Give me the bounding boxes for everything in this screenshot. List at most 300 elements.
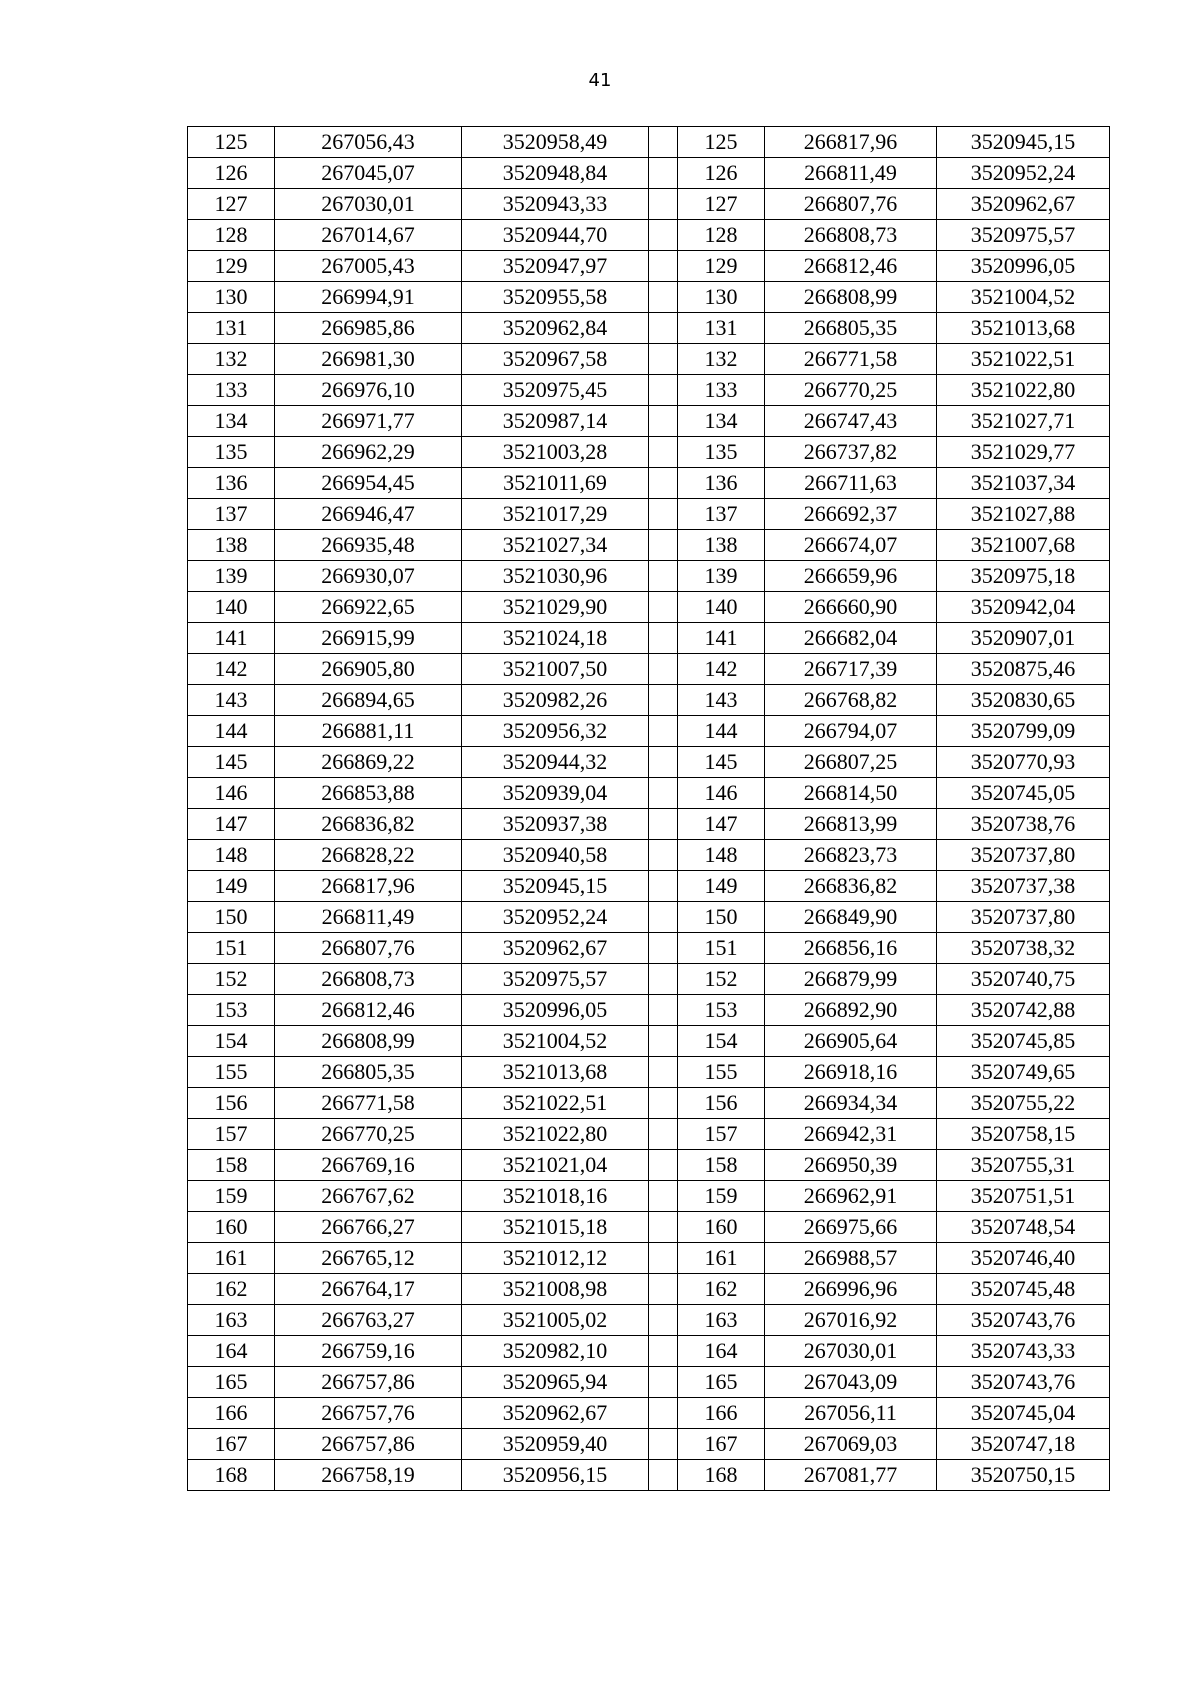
right-point-number-cell: 144 <box>678 716 765 747</box>
left-y-cell: 3520952,24 <box>462 902 649 933</box>
left-x-cell: 266763,27 <box>275 1305 462 1336</box>
left-point-number-cell: 129 <box>188 251 275 282</box>
right-y-cell: 3521029,77 <box>937 437 1110 468</box>
right-x-cell: 266674,07 <box>765 530 937 561</box>
right-y-cell: 3520830,65 <box>937 685 1110 716</box>
separator-cell <box>649 1057 678 1088</box>
left-point-number-cell: 131 <box>188 313 275 344</box>
right-point-number-cell: 136 <box>678 468 765 499</box>
right-y-cell: 3520738,76 <box>937 809 1110 840</box>
separator-cell <box>649 375 678 406</box>
right-y-cell: 3520743,76 <box>937 1305 1110 1336</box>
left-y-cell: 3520962,67 <box>462 1398 649 1429</box>
separator-cell <box>649 344 678 375</box>
left-x-cell: 266985,86 <box>275 313 462 344</box>
separator-cell <box>649 437 678 468</box>
table-row <box>188 468 1110 499</box>
left-x-cell: 266808,73 <box>275 964 462 995</box>
separator-cell <box>649 1274 678 1305</box>
left-y-cell: 3521012,12 <box>462 1243 649 1274</box>
separator-cell <box>649 716 678 747</box>
separator-cell <box>649 1119 678 1150</box>
left-x-cell: 266894,65 <box>275 685 462 716</box>
right-x-cell: 266817,96 <box>765 127 937 158</box>
table-row <box>188 530 1110 561</box>
right-x-cell: 266768,82 <box>765 685 937 716</box>
right-y-cell: 3521027,88 <box>937 499 1110 530</box>
left-y-cell: 3520955,58 <box>462 282 649 313</box>
right-point-number-cell: 149 <box>678 871 765 902</box>
right-point-number-cell: 137 <box>678 499 765 530</box>
left-x-cell: 266962,29 <box>275 437 462 468</box>
left-point-number-cell: 155 <box>188 1057 275 1088</box>
separator-cell <box>649 1305 678 1336</box>
left-point-number-cell: 138 <box>188 530 275 561</box>
right-x-cell: 266879,99 <box>765 964 937 995</box>
separator-cell <box>649 1460 678 1491</box>
right-x-cell: 266836,82 <box>765 871 937 902</box>
table-row <box>188 1150 1110 1181</box>
left-y-cell: 3520982,10 <box>462 1336 649 1367</box>
separator-cell <box>649 1336 678 1367</box>
left-x-cell: 266954,45 <box>275 468 462 499</box>
left-point-number-cell: 133 <box>188 375 275 406</box>
left-x-cell: 266757,76 <box>275 1398 462 1429</box>
right-y-cell: 3520743,76 <box>937 1367 1110 1398</box>
right-x-cell: 267016,92 <box>765 1305 937 1336</box>
left-y-cell: 3521022,80 <box>462 1119 649 1150</box>
right-x-cell: 266794,07 <box>765 716 937 747</box>
table-row <box>188 499 1110 530</box>
table-row <box>188 1057 1110 1088</box>
separator-cell <box>649 313 678 344</box>
left-y-cell: 3520956,32 <box>462 716 649 747</box>
left-y-cell: 3521005,02 <box>462 1305 649 1336</box>
left-y-cell: 3521024,18 <box>462 623 649 654</box>
separator-cell <box>649 1398 678 1429</box>
left-x-cell: 267056,43 <box>275 127 462 158</box>
table-row <box>188 406 1110 437</box>
left-x-cell: 266981,30 <box>275 344 462 375</box>
left-x-cell: 266757,86 <box>275 1429 462 1460</box>
table-row <box>188 1398 1110 1429</box>
right-y-cell: 3520907,01 <box>937 623 1110 654</box>
table-row <box>188 158 1110 189</box>
left-x-cell: 266976,10 <box>275 375 462 406</box>
table-row <box>188 871 1110 902</box>
right-y-cell: 3520747,18 <box>937 1429 1110 1460</box>
left-x-cell: 266828,22 <box>275 840 462 871</box>
right-point-number-cell: 162 <box>678 1274 765 1305</box>
left-y-cell: 3521027,34 <box>462 530 649 561</box>
left-x-cell: 266946,47 <box>275 499 462 530</box>
right-x-cell: 266747,43 <box>765 406 937 437</box>
left-x-cell: 266808,99 <box>275 1026 462 1057</box>
left-y-cell: 3520962,84 <box>462 313 649 344</box>
left-x-cell: 266766,27 <box>275 1212 462 1243</box>
left-x-cell: 266930,07 <box>275 561 462 592</box>
left-x-cell: 266881,11 <box>275 716 462 747</box>
right-y-cell: 3520740,75 <box>937 964 1110 995</box>
right-y-cell: 3520743,33 <box>937 1336 1110 1367</box>
left-x-cell: 266905,80 <box>275 654 462 685</box>
left-x-cell: 266836,82 <box>275 809 462 840</box>
left-point-number-cell: 127 <box>188 189 275 220</box>
left-x-cell: 266769,16 <box>275 1150 462 1181</box>
left-x-cell: 266807,76 <box>275 933 462 964</box>
right-point-number-cell: 142 <box>678 654 765 685</box>
right-x-cell: 266808,99 <box>765 282 937 313</box>
left-x-cell: 267045,07 <box>275 158 462 189</box>
left-y-cell: 3520956,15 <box>462 1460 649 1491</box>
left-point-number-cell: 132 <box>188 344 275 375</box>
right-point-number-cell: 127 <box>678 189 765 220</box>
left-point-number-cell: 152 <box>188 964 275 995</box>
left-point-number-cell: 126 <box>188 158 275 189</box>
left-point-number-cell: 137 <box>188 499 275 530</box>
table-row <box>188 1119 1110 1150</box>
left-x-cell: 266764,17 <box>275 1274 462 1305</box>
right-point-number-cell: 126 <box>678 158 765 189</box>
left-y-cell: 3520962,67 <box>462 933 649 964</box>
right-point-number-cell: 128 <box>678 220 765 251</box>
left-point-number-cell: 157 <box>188 1119 275 1150</box>
left-y-cell: 3520996,05 <box>462 995 649 1026</box>
separator-cell <box>649 747 678 778</box>
separator-cell <box>649 1429 678 1460</box>
right-x-cell: 267069,03 <box>765 1429 937 1460</box>
right-point-number-cell: 161 <box>678 1243 765 1274</box>
table-row <box>188 592 1110 623</box>
table-row <box>188 1088 1110 1119</box>
table-row <box>188 1212 1110 1243</box>
left-point-number-cell: 154 <box>188 1026 275 1057</box>
right-point-number-cell: 163 <box>678 1305 765 1336</box>
left-y-cell: 3520947,97 <box>462 251 649 282</box>
left-point-number-cell: 143 <box>188 685 275 716</box>
left-x-cell: 266853,88 <box>275 778 462 809</box>
left-y-cell: 3520958,49 <box>462 127 649 158</box>
right-x-cell: 266950,39 <box>765 1150 937 1181</box>
right-x-cell: 266717,39 <box>765 654 937 685</box>
separator-cell <box>649 902 678 933</box>
left-y-cell: 3521004,52 <box>462 1026 649 1057</box>
left-x-cell: 266771,58 <box>275 1088 462 1119</box>
table-row <box>188 1429 1110 1460</box>
table-row <box>188 840 1110 871</box>
right-x-cell: 266934,34 <box>765 1088 937 1119</box>
separator-cell <box>649 840 678 871</box>
separator-cell <box>649 964 678 995</box>
right-point-number-cell: 143 <box>678 685 765 716</box>
table-row <box>188 1305 1110 1336</box>
table-row <box>188 1460 1110 1491</box>
right-point-number-cell: 138 <box>678 530 765 561</box>
right-x-cell: 266942,31 <box>765 1119 937 1150</box>
left-y-cell: 3521030,96 <box>462 561 649 592</box>
left-x-cell: 266805,35 <box>275 1057 462 1088</box>
left-y-cell: 3520975,45 <box>462 375 649 406</box>
right-x-cell: 266659,96 <box>765 561 937 592</box>
right-x-cell: 266813,99 <box>765 809 937 840</box>
left-x-cell: 266915,99 <box>275 623 462 654</box>
left-y-cell: 3520937,38 <box>462 809 649 840</box>
left-point-number-cell: 165 <box>188 1367 275 1398</box>
right-x-cell: 266823,73 <box>765 840 937 871</box>
left-y-cell: 3520939,04 <box>462 778 649 809</box>
table-row <box>188 654 1110 685</box>
right-y-cell: 3520745,04 <box>937 1398 1110 1429</box>
coordinates-table-body <box>188 127 1110 1491</box>
left-x-cell: 266758,19 <box>275 1460 462 1491</box>
separator-cell <box>649 282 678 313</box>
left-point-number-cell: 142 <box>188 654 275 685</box>
right-point-number-cell: 139 <box>678 561 765 592</box>
left-y-cell: 3521003,28 <box>462 437 649 468</box>
right-point-number-cell: 159 <box>678 1181 765 1212</box>
right-point-number-cell: 135 <box>678 437 765 468</box>
right-x-cell: 266808,73 <box>765 220 937 251</box>
left-y-cell: 3521013,68 <box>462 1057 649 1088</box>
right-point-number-cell: 129 <box>678 251 765 282</box>
left-y-cell: 3520959,40 <box>462 1429 649 1460</box>
right-x-cell: 266660,90 <box>765 592 937 623</box>
left-point-number-cell: 164 <box>188 1336 275 1367</box>
right-x-cell: 266962,91 <box>765 1181 937 1212</box>
left-y-cell: 3521017,29 <box>462 499 649 530</box>
left-point-number-cell: 125 <box>188 127 275 158</box>
right-x-cell: 267056,11 <box>765 1398 937 1429</box>
right-y-cell: 3520751,51 <box>937 1181 1110 1212</box>
right-y-cell: 3520975,57 <box>937 220 1110 251</box>
right-point-number-cell: 160 <box>678 1212 765 1243</box>
separator-cell <box>649 468 678 499</box>
separator-cell <box>649 1150 678 1181</box>
left-y-cell: 3520987,14 <box>462 406 649 437</box>
right-y-cell: 3520942,04 <box>937 592 1110 623</box>
left-y-cell: 3520948,84 <box>462 158 649 189</box>
right-point-number-cell: 151 <box>678 933 765 964</box>
left-x-cell: 266811,49 <box>275 902 462 933</box>
left-point-number-cell: 150 <box>188 902 275 933</box>
right-y-cell: 3521037,34 <box>937 468 1110 499</box>
right-y-cell: 3521007,68 <box>937 530 1110 561</box>
separator-cell <box>649 251 678 282</box>
right-point-number-cell: 168 <box>678 1460 765 1491</box>
left-x-cell: 266767,62 <box>275 1181 462 1212</box>
right-x-cell: 266814,50 <box>765 778 937 809</box>
table-row <box>188 747 1110 778</box>
left-point-number-cell: 162 <box>188 1274 275 1305</box>
right-y-cell: 3520745,85 <box>937 1026 1110 1057</box>
right-y-cell: 3521022,80 <box>937 375 1110 406</box>
left-point-number-cell: 136 <box>188 468 275 499</box>
left-y-cell: 3521022,51 <box>462 1088 649 1119</box>
right-point-number-cell: 158 <box>678 1150 765 1181</box>
right-point-number-cell: 132 <box>678 344 765 375</box>
table-row <box>188 189 1110 220</box>
right-y-cell: 3520758,15 <box>937 1119 1110 1150</box>
separator-cell <box>649 1243 678 1274</box>
right-x-cell: 266770,25 <box>765 375 937 406</box>
right-point-number-cell: 154 <box>678 1026 765 1057</box>
left-x-cell: 266770,25 <box>275 1119 462 1150</box>
left-x-cell: 266759,16 <box>275 1336 462 1367</box>
left-point-number-cell: 146 <box>188 778 275 809</box>
left-x-cell: 266765,12 <box>275 1243 462 1274</box>
separator-cell <box>649 809 678 840</box>
left-point-number-cell: 158 <box>188 1150 275 1181</box>
right-y-cell: 3520945,15 <box>937 127 1110 158</box>
right-x-cell: 267043,09 <box>765 1367 937 1398</box>
right-x-cell: 266807,25 <box>765 747 937 778</box>
right-x-cell: 266988,57 <box>765 1243 937 1274</box>
table-row <box>188 1243 1110 1274</box>
right-point-number-cell: 152 <box>678 964 765 995</box>
right-y-cell: 3521027,71 <box>937 406 1110 437</box>
right-y-cell: 3520996,05 <box>937 251 1110 282</box>
table-row <box>188 127 1110 158</box>
right-point-number-cell: 133 <box>678 375 765 406</box>
right-x-cell: 266771,58 <box>765 344 937 375</box>
separator-cell <box>649 623 678 654</box>
separator-cell <box>649 561 678 592</box>
right-y-cell: 3520875,46 <box>937 654 1110 685</box>
left-point-number-cell: 167 <box>188 1429 275 1460</box>
right-x-cell: 267081,77 <box>765 1460 937 1491</box>
left-point-number-cell: 168 <box>188 1460 275 1491</box>
left-point-number-cell: 147 <box>188 809 275 840</box>
separator-cell <box>649 530 678 561</box>
right-point-number-cell: 153 <box>678 995 765 1026</box>
left-x-cell: 266869,22 <box>275 747 462 778</box>
left-point-number-cell: 128 <box>188 220 275 251</box>
right-point-number-cell: 147 <box>678 809 765 840</box>
left-point-number-cell: 140 <box>188 592 275 623</box>
left-x-cell: 267014,67 <box>275 220 462 251</box>
right-y-cell: 3520738,32 <box>937 933 1110 964</box>
left-point-number-cell: 156 <box>188 1088 275 1119</box>
right-y-cell: 3520755,22 <box>937 1088 1110 1119</box>
right-point-number-cell: 150 <box>678 902 765 933</box>
table-row <box>188 437 1110 468</box>
left-y-cell: 3520945,15 <box>462 871 649 902</box>
left-point-number-cell: 145 <box>188 747 275 778</box>
table-row <box>188 1274 1110 1305</box>
left-y-cell: 3521015,18 <box>462 1212 649 1243</box>
table-row <box>188 623 1110 654</box>
separator-cell <box>649 127 678 158</box>
table-row <box>188 902 1110 933</box>
right-y-cell: 3520975,18 <box>937 561 1110 592</box>
left-point-number-cell: 153 <box>188 995 275 1026</box>
left-point-number-cell: 141 <box>188 623 275 654</box>
table-row <box>188 375 1110 406</box>
right-point-number-cell: 155 <box>678 1057 765 1088</box>
right-x-cell: 266975,66 <box>765 1212 937 1243</box>
left-y-cell: 3521018,16 <box>462 1181 649 1212</box>
left-point-number-cell: 144 <box>188 716 275 747</box>
right-y-cell: 3520770,93 <box>937 747 1110 778</box>
right-x-cell: 266812,46 <box>765 251 937 282</box>
separator-cell <box>649 1026 678 1057</box>
left-point-number-cell: 163 <box>188 1305 275 1336</box>
left-x-cell: 266812,46 <box>275 995 462 1026</box>
page-number: 41 <box>588 70 612 91</box>
right-x-cell: 266711,63 <box>765 468 937 499</box>
left-point-number-cell: 135 <box>188 437 275 468</box>
right-y-cell: 3520742,88 <box>937 995 1110 1026</box>
right-x-cell: 266682,04 <box>765 623 937 654</box>
right-point-number-cell: 125 <box>678 127 765 158</box>
right-x-cell: 266849,90 <box>765 902 937 933</box>
right-x-cell: 266737,82 <box>765 437 937 468</box>
right-x-cell: 266856,16 <box>765 933 937 964</box>
left-y-cell: 3521008,98 <box>462 1274 649 1305</box>
left-y-cell: 3520965,94 <box>462 1367 649 1398</box>
right-point-number-cell: 167 <box>678 1429 765 1460</box>
right-x-cell: 266892,90 <box>765 995 937 1026</box>
right-x-cell: 267030,01 <box>765 1336 937 1367</box>
separator-cell <box>649 158 678 189</box>
left-y-cell: 3520967,58 <box>462 344 649 375</box>
table-row <box>188 1367 1110 1398</box>
separator-cell <box>649 189 678 220</box>
right-y-cell: 3520750,15 <box>937 1460 1110 1491</box>
right-x-cell: 266905,64 <box>765 1026 937 1057</box>
right-point-number-cell: 164 <box>678 1336 765 1367</box>
left-point-number-cell: 130 <box>188 282 275 313</box>
right-x-cell: 266807,76 <box>765 189 937 220</box>
table-row <box>188 344 1110 375</box>
table-row <box>188 685 1110 716</box>
right-point-number-cell: 145 <box>678 747 765 778</box>
left-point-number-cell: 166 <box>188 1398 275 1429</box>
table-row <box>188 561 1110 592</box>
left-x-cell: 266971,77 <box>275 406 462 437</box>
right-y-cell: 3520746,40 <box>937 1243 1110 1274</box>
table-row <box>188 964 1110 995</box>
left-x-cell: 266757,86 <box>275 1367 462 1398</box>
separator-cell <box>649 499 678 530</box>
separator-cell <box>649 406 678 437</box>
right-x-cell: 266918,16 <box>765 1057 937 1088</box>
left-y-cell: 3521021,04 <box>462 1150 649 1181</box>
table-row <box>188 1026 1110 1057</box>
separator-cell <box>649 1367 678 1398</box>
right-point-number-cell: 146 <box>678 778 765 809</box>
left-y-cell: 3520940,58 <box>462 840 649 871</box>
right-point-number-cell: 156 <box>678 1088 765 1119</box>
left-point-number-cell: 148 <box>188 840 275 871</box>
table-row <box>188 933 1110 964</box>
separator-cell <box>649 778 678 809</box>
left-y-cell: 3520944,70 <box>462 220 649 251</box>
right-y-cell: 3521004,52 <box>937 282 1110 313</box>
left-y-cell: 3521007,50 <box>462 654 649 685</box>
right-point-number-cell: 140 <box>678 592 765 623</box>
right-y-cell: 3520962,67 <box>937 189 1110 220</box>
left-y-cell: 3520982,26 <box>462 685 649 716</box>
right-x-cell: 266811,49 <box>765 158 937 189</box>
table-row <box>188 995 1110 1026</box>
right-y-cell: 3520737,38 <box>937 871 1110 902</box>
table-row <box>188 1181 1110 1212</box>
right-point-number-cell: 130 <box>678 282 765 313</box>
table-row <box>188 716 1110 747</box>
right-y-cell: 3520952,24 <box>937 158 1110 189</box>
right-y-cell: 3520737,80 <box>937 902 1110 933</box>
